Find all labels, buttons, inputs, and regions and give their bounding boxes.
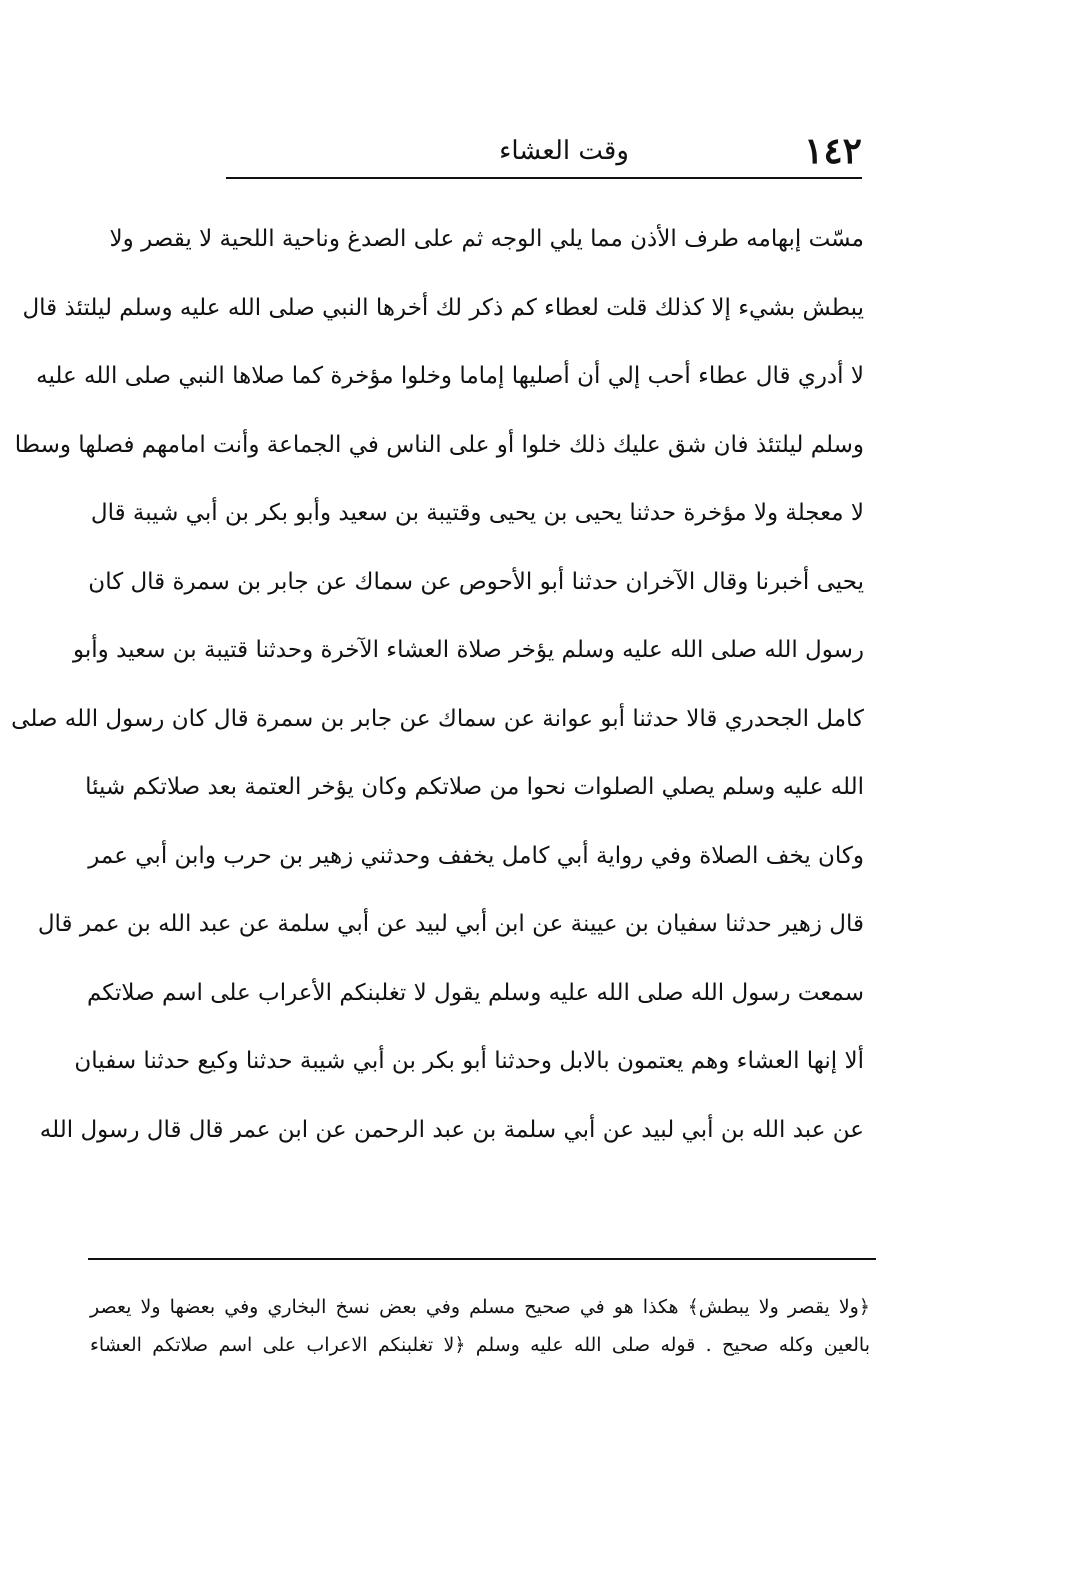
text-line: قال زهير حدثنا سفيان بن عيينة عن ابن أبي لبيد عن أبي سلمة عن عبد الله بن عمر قال [37,911,864,937]
footnote-rule [88,1258,876,1260]
text-line: يبطش بشيء إلا كذلك قلت لعطاء كم ذكر لك أخرها النبي صلى الله عليه وسلم ليلتئذ قال [22,294,864,321]
page-number: ١٤٢ [803,130,862,172]
page-header [226,128,862,178]
text-line: لا معجلة ولا مؤخرة حدثنا يحيى بن يحيى وقتيبة بن سعيد وأبو بكر بن أبي شيبة قال [90,500,864,526]
text-line: سمعت رسول الله صلى الله عليه وسلم يقول لا تغلبنكم الأعراب على اسم صلاتكم [86,979,864,1006]
text-line: يحيى أخبرنا وقال الآخران حدثنا أبو الأحوص عن سماك عن جابر بن سمرة قال كان [88,568,864,595]
text-line: رسول الله صلى الله عليه وسلم يؤخر صلاة العشاء الآخرة وحدثنا قتيبة بن سعيد وأبو [73,637,864,663]
text-line: مسّت إبهامه طرف الأذن مما يلي الوجه ثم على الصدغ وناحية اللحية لا يقصر ولا [109,226,864,252]
footnote-line: بالعين وكله صحيح . قوله صلى الله عليه وسلم ﴿لا تغلبنكم الاعراب على اسم صلاتكم العشاء [90,1334,870,1356]
main-text-block [11,205,864,1164]
header-rule [226,177,862,179]
footnote-line: ﴿ولا يقصر ولا يبطش﴾ هكذا هو في صحيح مسلم وفي بعض نسخ البخاري وفي بعضها ولا يعصر [90,1296,870,1318]
text-line: كامل الجحدري قالا حدثنا أبو عوانة عن سماك عن جابر بن سمرة قال كان رسول الله صلى [11,705,864,732]
text-line: وكان يخف الصلاة وفي رواية أبي كامل يخفف وحدثني زهير بن حرب وابن أبي عمر [88,842,864,869]
running-title: وقت العشاء [499,136,629,166]
text-line: ألا إنها العشاء وهم يعتمون بالابل وحدثنا أبو بكر بن أبي شيبة حدثنا وكيع حدثنا سفيان [74,1048,864,1074]
footnotes-block [90,1288,870,1364]
text-line: الله عليه وسلم يصلي الصلوات نحوا من صلاتكم وكان يؤخر العتمة بعد صلاتكم شيئا [85,774,864,800]
text-line: عن عبد الله بن أبي لبيد عن أبي سلمة بن عبد الرحمن عن ابن عمر قال قال رسول الله [39,1116,864,1143]
text-line: وسلم ليلتئذ فان شق عليك ذلك خلوا أو على الناس في الجماعة وأنت امامهم فصلها وسطا [14,431,864,458]
text-line: لا أدري قال عطاء أحب إلي أن أصليها إماما وخلوا مؤخرة كما صلاها النبي صلى الله عليه [36,363,864,389]
